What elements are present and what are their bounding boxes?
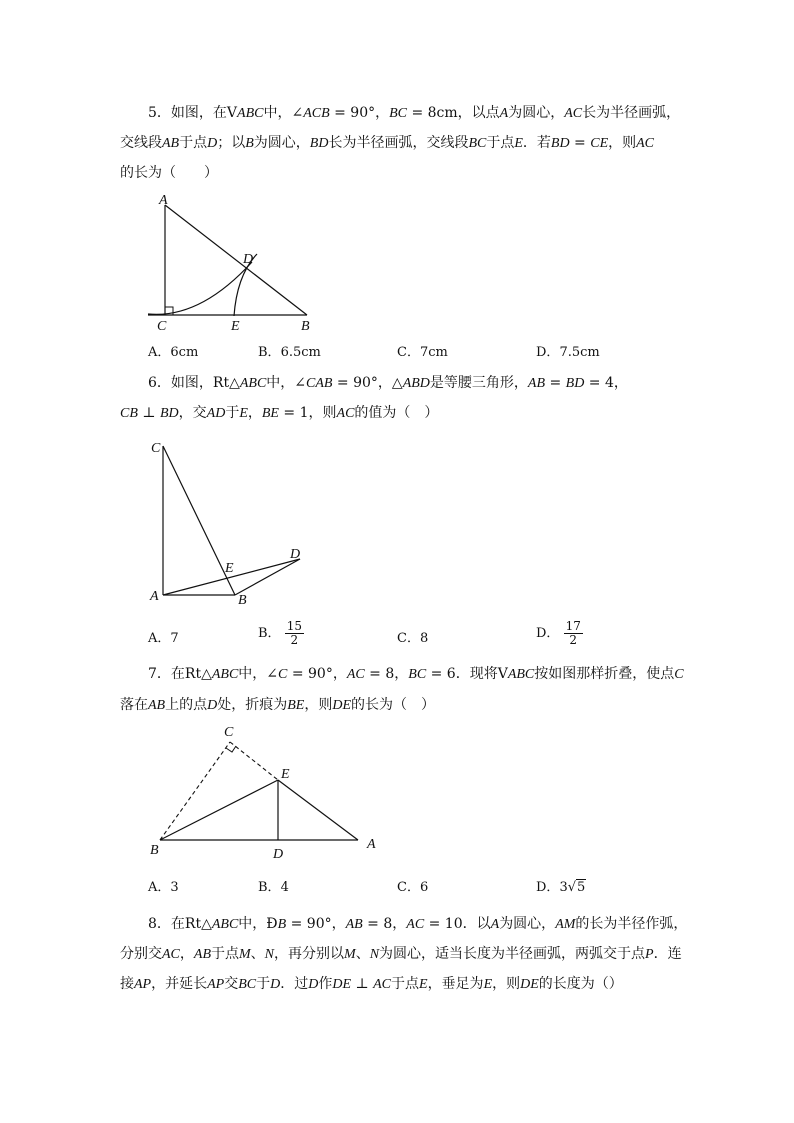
q8-line-2: 分别交AC，AB于点M、N，再分别以M、N为圆心，适当长度为半径画弧，两弧交于点P．连 (120, 946, 682, 962)
q7-line-2: 落在AB上的点D处，折痕为BE，则DE的长为（ ） (120, 697, 436, 713)
q5-label-c: C (157, 319, 167, 334)
q6-side-bd (235, 559, 300, 595)
q6-label-b: B (238, 593, 247, 608)
q5-options (148, 341, 748, 361)
q7-label-d: D (273, 847, 284, 860)
q5-label-b: B (301, 319, 310, 334)
q7-option-b[interactable]: B．4 (258, 880, 289, 895)
q7-crease-be (160, 780, 278, 840)
q7-right-angle-mark (226, 746, 236, 752)
q6-label-a: A (150, 589, 159, 604)
q6-line-1: 6．如图，Rt△ABC中，∠CAB = 90°，△ABD是等腰三角形，AB = BD = 4， (148, 375, 628, 391)
q5-arc-a (148, 262, 252, 314)
q6-figure (140, 432, 320, 610)
q6-label-e: E (225, 561, 234, 576)
q6-option-d[interactable]: D． $\frac{17}{2}$ (536, 619, 581, 647)
q6-option-c[interactable]: C．8 (397, 631, 429, 646)
q7-line-1: 7．在Rt△ABC中，∠C = 90°，AC = 8，BC = 6．现将VABC按如图那样折叠，使点C (148, 666, 684, 682)
q7-label-c: C (224, 725, 234, 740)
q5-line-1: 5．如图，在VABC中，∠ACB = 90°，BC = 8cm，以点A为圆心，AC长为半径画弧， (148, 105, 681, 121)
q5-label-d: D (243, 252, 254, 267)
q7-label-e: E (281, 767, 290, 782)
q6-option-b[interactable]: B． $\frac{15}{2}$ (258, 619, 302, 647)
q5-figure (140, 190, 340, 335)
q5-line-3: 的长为（ ） (120, 165, 218, 181)
q5-option-d[interactable]: D．7.5cm (536, 345, 600, 360)
q7-option-d[interactable]: D．3√5 (536, 880, 586, 895)
q6-label-c: C (151, 441, 161, 456)
q7-label-a: A (367, 837, 376, 852)
q6-label-d: D (290, 547, 301, 562)
q7-options (148, 876, 748, 896)
q5-label-a: A (159, 193, 168, 208)
q7-fold-bc (160, 742, 230, 840)
q6-option-a[interactable]: A．7 (148, 631, 179, 646)
q5-label-e: E (231, 319, 240, 334)
q8-line-1: 8．在Rt△ABC中，ÐB = 90°，AB = 8，AC = 10．以A为圆心，AM的长为半径作弧， (148, 916, 688, 932)
q5-option-b[interactable]: B．6.5cm (258, 345, 321, 360)
q5-option-c[interactable]: C．7cm (397, 345, 448, 360)
q7-option-c[interactable]: C．6 (397, 880, 429, 895)
q7-side-ea (278, 780, 358, 840)
q7-option-a[interactable]: A．3 (148, 880, 179, 895)
q7-fold-ce (230, 742, 278, 780)
q5-line-2: 交线段AB于点D；以B为圆心，BD长为半径画弧，交线段BC于点E．若BD = CE，则AC (120, 135, 655, 151)
q7-label-b: B (150, 843, 159, 858)
q8-line-3: 接AP，并延长AP交BC于D．过D作DE ⊥ AC于点E，垂足为E，则DE的长度为（） (120, 976, 623, 992)
q5-option-a[interactable]: A．6cm (148, 345, 199, 360)
q6-options (148, 619, 748, 647)
q7-figure (140, 720, 390, 860)
q6-line-2: CB ⊥ BD，交AD于E，BE = 1，则AC的值为（ ） (120, 405, 439, 421)
